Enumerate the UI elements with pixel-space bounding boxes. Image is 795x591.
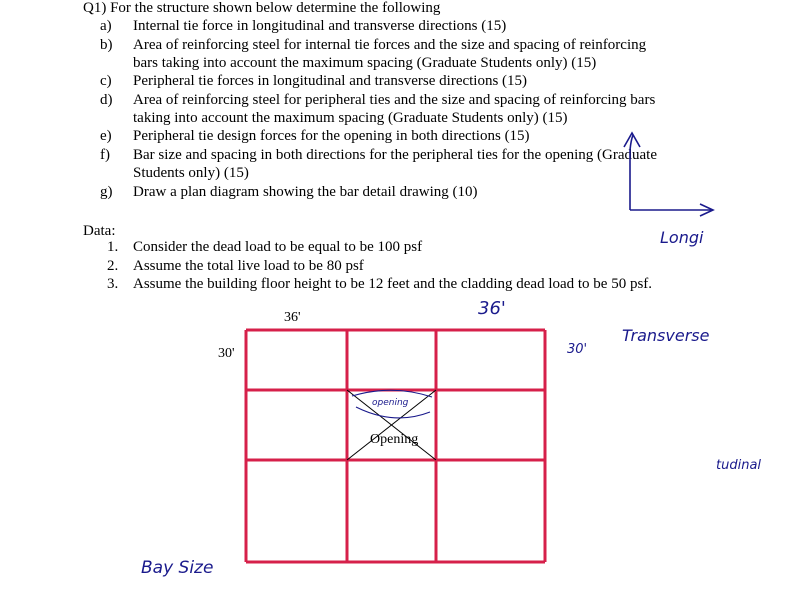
handwritten-bay-size: Bay Size [141, 558, 214, 578]
item-text: Draw a plan diagram showing the bar detail drawing (10) [133, 184, 478, 200]
item-letter: g) [100, 184, 113, 200]
plan-height-dimension: 30' [218, 346, 235, 361]
vertical-arrow-line [630, 135, 633, 210]
item-text: Peripheral tie forces in longitudinal and transverse directions (15) [133, 73, 528, 89]
question-title: Q1) For the structure shown below determine the following [83, 0, 441, 16]
item-text: Area of reinforcing steel for peripheral ties and the size and spacing of reinforcing bars [133, 92, 656, 108]
item-text: Area of reinforcing steel for internal tie forces and the size and spacing of reinforcing [133, 37, 647, 53]
item-letter: d) [100, 92, 113, 108]
data-item-number: 1. [107, 239, 119, 255]
handwritten-tudinal: tudinal [716, 458, 762, 473]
item-letter: f) [100, 147, 110, 163]
data-item-text: Assume the building floor height to be 12 feet and the cladding dead load to be 50 psf. [133, 276, 653, 292]
item-letter: b) [100, 37, 113, 53]
handwritten-width-note: 36' [478, 298, 506, 319]
handwritten-height-note: 30' [567, 342, 588, 357]
item-text: Students only) (15) [133, 165, 249, 181]
item-letter: e) [100, 128, 112, 144]
item-text: Bar size and spacing in both directions for the peripheral ties for the opening (Graduate [133, 147, 657, 163]
handwritten-transverse: Transverse [622, 326, 710, 345]
item-text: Peripheral tie design forces for the opening in both directions (15) [133, 128, 530, 144]
item-text: taking into account the maximum spacing (Graduate Students only) (15) [133, 110, 568, 126]
handwritten-longi: Longi [660, 228, 704, 247]
data-item-text: Consider the dead load to be equal to be 100 psf [133, 239, 423, 255]
handwritten-opening: opening [372, 398, 409, 408]
opening-label: Opening [370, 432, 419, 447]
data-label: Data: [83, 223, 116, 239]
data-item-number: 2. [107, 258, 119, 274]
data-item-text: Assume the total live load to be 80 psf [133, 258, 364, 274]
item-letter: a) [100, 18, 112, 34]
data-item-number: 3. [107, 276, 119, 292]
opening-scribble [356, 407, 430, 418]
plan-width-dimension: 36' [284, 310, 301, 325]
item-text: bars taking into account the maximum spacing (Graduate Students only) (15) [133, 55, 597, 71]
item-letter: c) [100, 73, 112, 89]
item-text: Internal tie force in longitudinal and transverse directions (15) [133, 18, 507, 34]
